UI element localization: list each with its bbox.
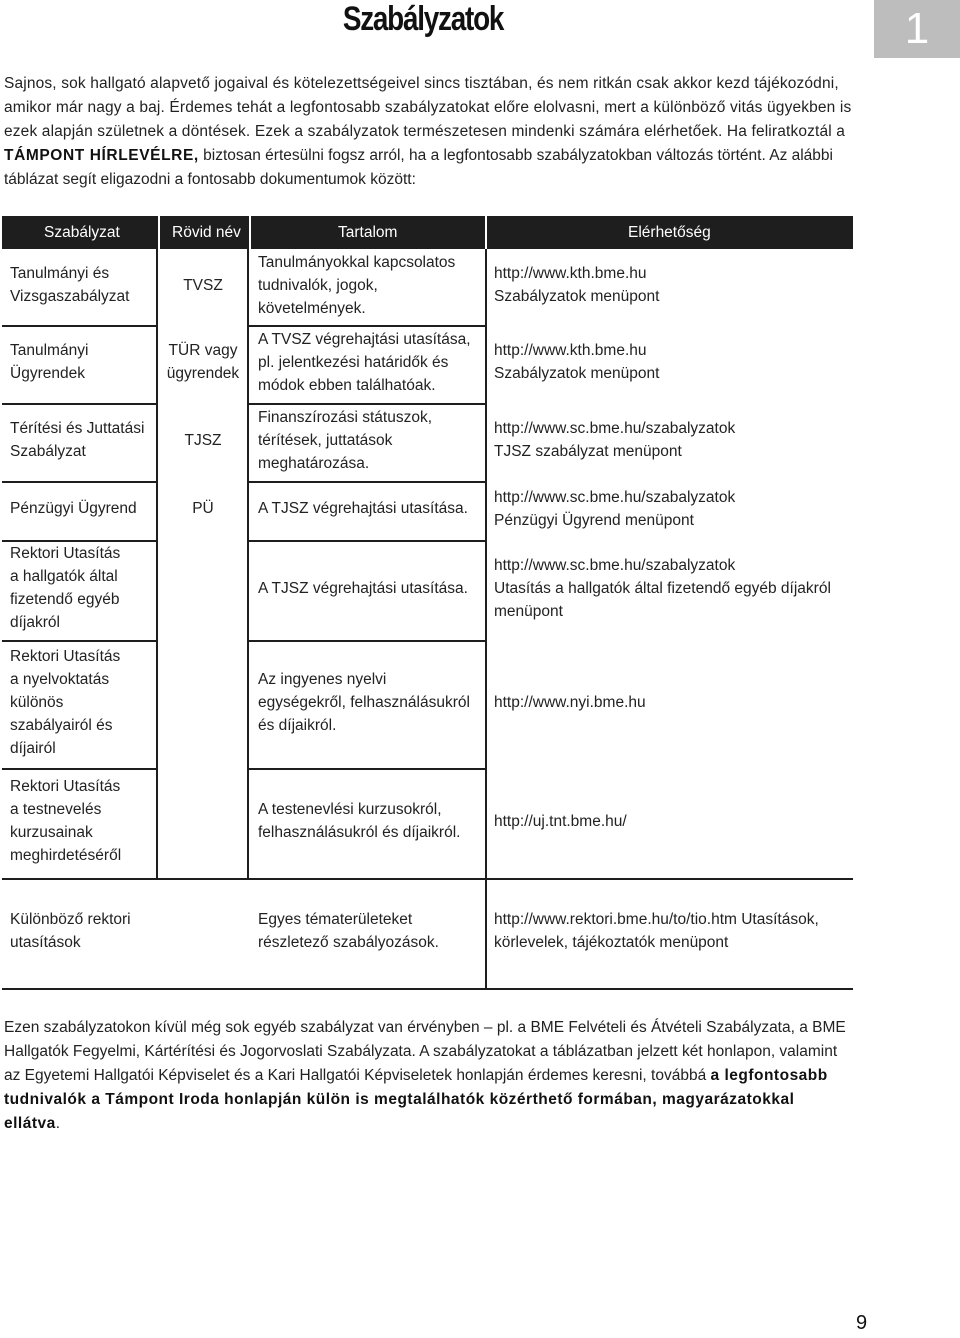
cell-regulation: Rektori Utasítás a nyelvoktatás különös szabályairól és díjairól xyxy=(10,647,121,757)
table-row-divider xyxy=(2,988,853,990)
header-availability: Elérhetőség xyxy=(628,224,711,241)
header-content: Tartalom xyxy=(338,224,398,241)
table-row-divider xyxy=(248,640,486,642)
table-row-divider xyxy=(2,878,853,880)
table-row-divider xyxy=(2,325,158,327)
cell-availability: http://www.sc.bme.hu/szabalyzatok Utasítás a hallgatók által fizetendő egyéb díjakról menüpont xyxy=(494,556,831,620)
cell-regulation: Tanulmányi és Vizsgaszabályzat xyxy=(10,265,130,305)
table-column-divider xyxy=(156,249,158,878)
table-row-divider xyxy=(2,640,158,642)
cell-content: Finanszírozási státuszok, térítések, juttatások meghatározása. xyxy=(258,408,433,472)
table-row-divider xyxy=(2,481,158,483)
table-column-divider xyxy=(485,249,487,988)
cell-content: A TVSZ végrehajtási utasítása, pl. jelentkezési határidők és módok ebben találhatóak. xyxy=(258,330,471,394)
closing-text: Ezen szabályzatokon kívül még sok egyéb szabályzat van érvényben – pl. a BME Felvételi és Átvételi Szabályzata, a BME Hallgatók Fegyelmi, Kártérítési és Jogorvoslati Szabályzata. A szabályzatokat a táblázatban jelzett két honlapon, valamint az Egyetemi Hallgatói Képviselet és a Kari Hallgatói Képviseletek honlapján érdemes keresni, továbbá xyxy=(4,1019,846,1084)
cell-regulation: Térítési és Juttatási Szabályzat xyxy=(10,420,145,460)
cell-content: Az ingyenes nyelvi egységekről, felhasználásukról és díjaikról. xyxy=(258,670,470,734)
cell-availability: http://www.rektori.bme.hu/to/tio.htm Utasítások, körlevelek, tájékoztatók menüpont xyxy=(494,911,819,951)
cell-regulation: Rektori Utasítás a hallgatók által fizetendő egyéb díjakról xyxy=(10,545,121,631)
table-row-divider xyxy=(248,403,486,405)
intro-text-continued: biztosan értesülni fogsz arról, ha a legfontosabb szabályzatokban változás történt. Az alábbi táblázat segít eligazodni a fontosabb dokumentumok között: xyxy=(4,147,833,188)
header-divider xyxy=(249,216,251,249)
table-row-divider xyxy=(248,325,486,327)
table-row-divider xyxy=(248,768,486,770)
cell-availability: http://www.kth.bme.hu Szabályzatok menüpont xyxy=(494,342,660,382)
cell-availability: http://www.kth.bme.hu Szabályzatok menüpont xyxy=(494,265,660,305)
header-short-name: Rövid név xyxy=(172,224,241,241)
cell-content: A TJSZ végrehajtási utasítása. xyxy=(258,579,468,597)
intro-bold-text: TÁMPONT HÍRLEVÉLRE, xyxy=(4,147,199,164)
intro-text: Sajnos, sok hallgató alapvető jogaival és kötelezettségeivel sincs tisztában, és nem ritkán csak akkor kezd tájékozódni, amikor már nagy a baj. Érdemes tehát a legfontosabb szabályzatokat előre elolvasni, mert a különböző vitás ügyekben is ezek alapján születnek a döntések. Ezek a szabályzatok természetesen mindenki számára elérhetőek. Ha feliratkoztál a xyxy=(4,75,852,140)
table-header xyxy=(2,216,853,249)
chapter-number-badge: 1 xyxy=(874,0,960,58)
cell-content: A TJSZ végrehajtási utasítása. xyxy=(258,500,468,517)
table-column-divider xyxy=(247,249,249,878)
closing-text-end: . xyxy=(55,1115,61,1132)
cell-regulation: Különböző rektori utasítások xyxy=(10,911,131,951)
header-regulation: Szabályzat xyxy=(44,224,120,241)
table-row-divider xyxy=(2,403,158,405)
cell-short-name: TVSZ xyxy=(183,276,223,294)
cell-short-name: TJSZ xyxy=(184,431,222,449)
cell-availability: http://www.sc.bme.hu/szabalyzatok Pénzügyi Ügyrend menüpont xyxy=(494,488,736,529)
cell-availability: http://www.sc.bme.hu/szabalyzatok TJSZ szabályzat menüpont xyxy=(494,420,736,460)
cell-content: Tanulmányokkal kapcsolatos tudnivalók, jogok, követelmények. xyxy=(258,253,456,317)
cell-content: A testenevlési kurzusokról, felhasználásukról és díjaikról. xyxy=(258,801,461,841)
cell-availability: http://www.nyi.bme.hu xyxy=(494,693,646,711)
cell-short-name: PÜ xyxy=(192,500,214,517)
cell-regulation: Pénzügyi Ügyrend xyxy=(10,500,137,517)
page-title: Szabályzatok xyxy=(342,0,504,38)
closing-bold-text: a legfontosabb tudnivalók a Támpont Iroda honlapján külön is megtalálhatók közérthető formában, magyarázatokkal ellátva xyxy=(4,1067,828,1132)
table-row-divider xyxy=(248,481,486,483)
page-number: 9 xyxy=(856,1312,868,1334)
cell-availability: http://uj.tnt.bme.hu/ xyxy=(494,812,627,830)
table-row-divider xyxy=(2,540,158,542)
cell-regulation: Rektori Utasítás a testnevelés kurzusainak meghirdetéséről xyxy=(10,778,122,864)
closing-paragraph xyxy=(4,1016,854,1136)
table-row-divider xyxy=(2,768,158,770)
cell-regulation: Tanulmányi Ügyrendek xyxy=(10,342,89,382)
header-divider xyxy=(158,216,160,249)
header-divider xyxy=(485,216,487,249)
cell-content: Egyes tématerületeket részletező szabályozások. xyxy=(258,911,439,951)
table-row-divider xyxy=(248,540,486,542)
intro-paragraph xyxy=(4,72,854,192)
cell-short-name: TÜR vagy ügyrendek xyxy=(166,342,240,382)
